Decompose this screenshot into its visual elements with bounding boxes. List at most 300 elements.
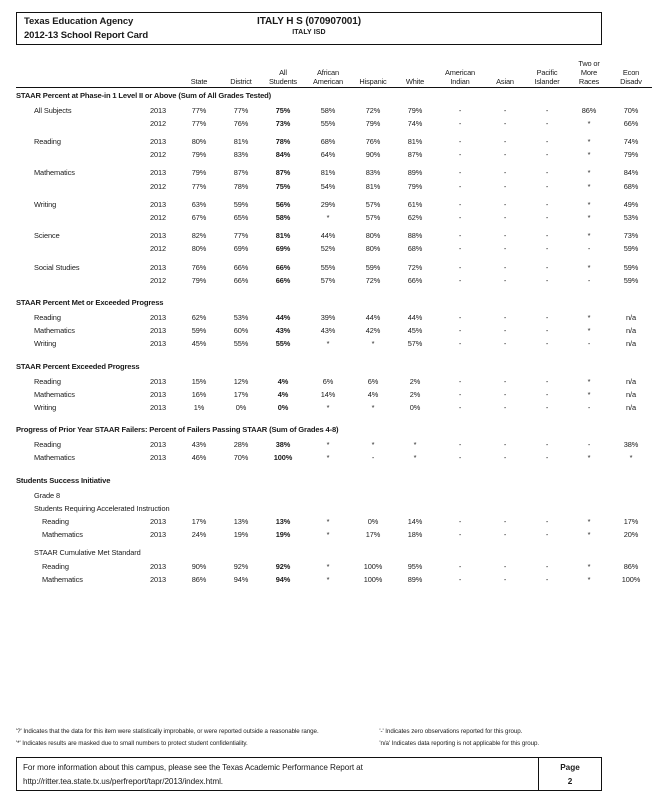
section-header-row xyxy=(16,422,652,438)
campus-title xyxy=(17,15,601,38)
row-cell: 62% xyxy=(407,213,423,223)
row-cell: 62% xyxy=(191,313,207,323)
row-cell: 16% xyxy=(191,389,207,399)
row-cell: * xyxy=(326,517,330,527)
row-cell: 24% xyxy=(191,530,207,540)
row-cell: 55% xyxy=(233,339,249,349)
row-cell: 79% xyxy=(191,275,207,285)
row-cell: * xyxy=(371,403,375,413)
row-cell: 87% xyxy=(275,168,291,178)
row-cell: 45% xyxy=(191,339,207,349)
row-cell: - xyxy=(503,275,507,285)
row-cell: - xyxy=(458,244,462,254)
row-cell: 17% xyxy=(623,517,639,527)
spacer-cell xyxy=(16,414,652,422)
col-header-two-or-more-races: Two or More Races xyxy=(568,59,610,87)
row-cell: * xyxy=(326,403,330,413)
row-year: 2013 xyxy=(149,574,167,584)
row-year: 2013 xyxy=(149,231,167,241)
sub-header-label: STAAR Cumulative Met Standard xyxy=(34,548,141,558)
row-cell: - xyxy=(458,262,462,272)
row-cell: * xyxy=(587,137,591,147)
table-spacer-row xyxy=(16,414,652,422)
row-label xyxy=(16,242,138,255)
row-year: 2012 xyxy=(149,118,167,128)
row-cell: 82% xyxy=(191,231,207,241)
row-cell: 59% xyxy=(365,262,381,272)
row-cell: - xyxy=(503,231,507,241)
row-cell: 66% xyxy=(275,262,291,272)
row-label: Writing xyxy=(34,403,57,413)
row-cell: - xyxy=(458,231,462,241)
row-cell: 84% xyxy=(623,168,639,178)
section-header-row xyxy=(16,87,652,104)
row-label xyxy=(16,274,138,287)
row-cell: - xyxy=(545,168,549,178)
col-header-state: State xyxy=(178,59,220,87)
table-spacer-row xyxy=(16,465,652,473)
row-cell: 19% xyxy=(233,530,249,540)
row-cell: - xyxy=(545,181,549,191)
row-cell: - xyxy=(503,199,507,209)
row-cell: 57% xyxy=(365,199,381,209)
table-row xyxy=(16,198,652,211)
row-cell: 43% xyxy=(191,440,207,450)
col-header-asian: Asian xyxy=(484,59,526,87)
row-cell: 74% xyxy=(623,137,639,147)
row-cell: 86% xyxy=(191,574,207,584)
table-row xyxy=(16,324,652,337)
row-cell: 39% xyxy=(320,313,336,323)
col-header-african-american: African American xyxy=(304,59,352,87)
row-label: Reading xyxy=(34,137,61,147)
row-cell: 60% xyxy=(233,326,249,336)
row-cell: 77% xyxy=(191,181,207,191)
table-row xyxy=(16,388,652,401)
col-header-hispanic: Hispanic xyxy=(352,59,394,87)
col-header-label xyxy=(16,59,138,87)
row-year: 2013 xyxy=(149,403,167,413)
row-year: 2013 xyxy=(149,389,167,399)
row-cell: 75% xyxy=(275,181,291,191)
row-cell: - xyxy=(458,339,462,349)
row-cell: - xyxy=(503,137,507,147)
row-cell: 65% xyxy=(233,213,249,223)
row-cell: * xyxy=(587,453,591,463)
table-row xyxy=(16,528,652,541)
row-cell: * xyxy=(326,574,330,584)
row-cell: 76% xyxy=(365,137,381,147)
row-cell: 66% xyxy=(233,262,249,272)
row-label: Science xyxy=(34,231,60,241)
row-cell: 70% xyxy=(623,105,639,115)
row-cell: 28% xyxy=(233,440,249,450)
row-cell: 79% xyxy=(191,150,207,160)
row-cell: 79% xyxy=(407,181,423,191)
row-cell: 59% xyxy=(623,262,639,272)
row-cell: - xyxy=(458,574,462,584)
row-cell: * xyxy=(587,262,591,272)
row-cell: 13% xyxy=(275,517,291,527)
row-cell: 80% xyxy=(365,244,381,254)
row-cell: 66% xyxy=(623,118,639,128)
row-cell: - xyxy=(503,313,507,323)
row-cell: 100% xyxy=(273,453,293,463)
row-cell: 17% xyxy=(233,389,249,399)
row-label: Reading xyxy=(34,376,61,386)
row-cell: 72% xyxy=(407,262,423,272)
row-cell: 2% xyxy=(409,376,421,386)
col-header-pacific-islander: Pacific Islander xyxy=(526,59,568,87)
row-cell: - xyxy=(587,339,591,349)
report-data-table xyxy=(16,59,652,586)
row-year: 2013 xyxy=(149,530,167,540)
row-cell: 68% xyxy=(320,137,336,147)
row-year: 2012 xyxy=(149,213,167,223)
row-cell: 89% xyxy=(407,168,423,178)
row-cell: - xyxy=(458,105,462,115)
row-cell: 53% xyxy=(623,213,639,223)
section-title: STAAR Percent at Phase-in 1 Level II or Above (Sum of All Grades Tested) xyxy=(16,90,272,100)
row-cell: 38% xyxy=(275,440,291,450)
footnote-zero-observations: '-' Indicates zero observations reported for this group. xyxy=(379,728,523,735)
row-cell: 69% xyxy=(233,244,249,254)
row-cell: 55% xyxy=(320,262,336,272)
row-cell: 86% xyxy=(581,105,597,115)
row-cell: 66% xyxy=(407,275,423,285)
row-cell: 68% xyxy=(407,244,423,254)
agency-name: Texas Education Agency xyxy=(24,16,134,27)
row-cell: - xyxy=(545,118,549,128)
row-cell: 2% xyxy=(409,389,421,399)
row-cell: - xyxy=(503,213,507,223)
row-cell: * xyxy=(371,440,375,450)
col-header-district: District xyxy=(220,59,262,87)
row-cell: * xyxy=(587,530,591,540)
row-cell: 72% xyxy=(365,275,381,285)
row-cell: - xyxy=(458,530,462,540)
row-cell: * xyxy=(326,339,330,349)
row-cell: n/a xyxy=(626,389,636,399)
row-cell: 88% xyxy=(407,231,423,241)
row-cell: 81% xyxy=(407,137,423,147)
row-cell: - xyxy=(458,326,462,336)
row-cell: * xyxy=(587,376,591,386)
row-cell: - xyxy=(503,105,507,115)
district-name: ITALY ISD xyxy=(292,29,326,36)
table-body xyxy=(16,87,652,586)
row-cell: 69% xyxy=(275,244,291,254)
row-cell: 44% xyxy=(365,313,381,323)
row-label: All Subjects xyxy=(34,105,72,115)
row-cell: - xyxy=(503,517,507,527)
row-cell: - xyxy=(503,150,507,160)
row-cell: 100% xyxy=(363,574,383,584)
row-cell: * xyxy=(587,326,591,336)
row-cell: 6% xyxy=(322,376,334,386)
row-cell: n/a xyxy=(626,339,636,349)
row-year: 2013 xyxy=(149,199,167,209)
row-cell: - xyxy=(587,275,591,285)
row-cell: 52% xyxy=(320,244,336,254)
row-cell: * xyxy=(587,168,591,178)
row-cell: 74% xyxy=(407,118,423,128)
row-cell: - xyxy=(503,574,507,584)
col-header-econ-disadv: Econ Disadv xyxy=(610,59,652,87)
row-cell: 89% xyxy=(407,574,423,584)
row-cell: - xyxy=(458,313,462,323)
table-row xyxy=(16,451,652,464)
row-cell: 94% xyxy=(275,574,291,584)
row-cell: 4% xyxy=(277,389,289,399)
footnote-masked: '*' Indicates results are masked due to small numbers to protect student confidentiality. xyxy=(16,739,248,747)
row-cell: 53% xyxy=(233,313,249,323)
row-cell: - xyxy=(503,453,507,463)
row-label: Mathematics xyxy=(34,326,75,336)
col-header-american-indian: American Indian xyxy=(436,59,484,87)
row-cell: 100% xyxy=(621,574,641,584)
row-cell: 81% xyxy=(320,168,336,178)
row-cell: - xyxy=(458,440,462,450)
row-year: 2013 xyxy=(149,137,167,147)
row-cell: 76% xyxy=(191,262,207,272)
page-number: 2 xyxy=(567,776,573,786)
row-cell: 1% xyxy=(193,403,205,413)
row-cell: 6% xyxy=(367,376,379,386)
row-label xyxy=(16,117,138,130)
row-cell: - xyxy=(458,453,462,463)
table-row xyxy=(16,401,652,414)
table-row xyxy=(16,261,652,274)
row-cell: 43% xyxy=(275,326,291,336)
table-row xyxy=(16,117,652,130)
row-year: 2013 xyxy=(149,105,167,115)
row-cell: 66% xyxy=(275,275,291,285)
row-cell: - xyxy=(545,574,549,584)
section-header-row xyxy=(16,295,652,311)
row-label: Reading xyxy=(42,561,69,571)
section-header-row xyxy=(16,473,652,489)
row-cell: - xyxy=(545,326,549,336)
row-cell: * xyxy=(587,231,591,241)
row-cell: - xyxy=(545,313,549,323)
row-cell: 100% xyxy=(363,561,383,571)
row-cell: 20% xyxy=(623,530,639,540)
table-row xyxy=(16,515,652,528)
row-cell: * xyxy=(326,453,330,463)
row-cell: 61% xyxy=(407,199,423,209)
row-cell: 13% xyxy=(233,517,249,527)
row-cell: 87% xyxy=(233,168,249,178)
row-cell: - xyxy=(503,181,507,191)
row-cell: - xyxy=(545,244,549,254)
row-cell: 44% xyxy=(320,231,336,241)
row-cell: 59% xyxy=(191,326,207,336)
row-cell: 4% xyxy=(367,389,379,399)
footnote-row-2 xyxy=(16,738,602,750)
row-cell: * xyxy=(587,199,591,209)
row-cell: 45% xyxy=(407,326,423,336)
table-row xyxy=(16,180,652,193)
row-cell: 55% xyxy=(320,118,336,128)
row-cell: - xyxy=(503,262,507,272)
row-cell: - xyxy=(545,517,549,527)
row-cell: 4% xyxy=(277,376,289,386)
row-cell: - xyxy=(458,181,462,191)
row-label: Mathematics xyxy=(34,453,75,463)
row-cell: - xyxy=(545,105,549,115)
row-year: 2013 xyxy=(149,453,167,463)
row-cell: - xyxy=(503,339,507,349)
row-label xyxy=(16,211,138,224)
row-cell: 75% xyxy=(275,105,291,115)
row-cell: * xyxy=(587,313,591,323)
row-cell: 81% xyxy=(233,137,249,147)
row-cell: 66% xyxy=(233,275,249,285)
report-title-box xyxy=(16,12,602,45)
row-cell: 0% xyxy=(409,403,421,413)
row-label: Mathematics xyxy=(34,168,75,178)
row-cell: - xyxy=(545,199,549,209)
page-number-box xyxy=(538,758,601,790)
row-cell: - xyxy=(503,403,507,413)
row-cell: - xyxy=(587,440,591,450)
row-cell: * xyxy=(587,517,591,527)
row-cell: * xyxy=(587,118,591,128)
row-cell: 63% xyxy=(191,199,207,209)
row-cell: 49% xyxy=(623,199,639,209)
row-cell: * xyxy=(413,453,417,463)
row-label xyxy=(16,148,138,161)
row-cell: - xyxy=(503,376,507,386)
table-row xyxy=(16,375,652,388)
row-cell: - xyxy=(503,389,507,399)
row-cell: 0% xyxy=(367,517,379,527)
more-information-text xyxy=(17,758,538,790)
row-cell: 79% xyxy=(365,118,381,128)
row-cell: 79% xyxy=(623,150,639,160)
row-cell: 81% xyxy=(365,181,381,191)
row-label: Mathematics xyxy=(42,530,83,540)
row-cell: 90% xyxy=(191,561,207,571)
row-cell: 86% xyxy=(623,561,639,571)
sub-header-row xyxy=(16,502,652,515)
row-cell: 17% xyxy=(365,530,381,540)
row-cell: - xyxy=(545,403,549,413)
more-information-line1: For more information about this campus, please see the Texas Academic Performance Report at xyxy=(23,763,363,772)
table-row xyxy=(16,166,652,179)
row-year: 2013 xyxy=(149,168,167,178)
row-cell: - xyxy=(458,517,462,527)
row-cell: - xyxy=(545,150,549,160)
row-cell: - xyxy=(587,244,591,254)
section-title: STAAR Percent Exceeded Progress xyxy=(16,361,140,371)
row-cell: 44% xyxy=(275,313,291,323)
row-cell: 79% xyxy=(407,105,423,115)
row-cell: - xyxy=(545,275,549,285)
sub-header-row xyxy=(16,546,652,559)
footnote-row-1 xyxy=(16,726,602,738)
table-row xyxy=(16,148,652,161)
row-cell: - xyxy=(458,150,462,160)
row-label: Reading xyxy=(34,440,61,450)
row-cell: 95% xyxy=(407,561,423,571)
row-cell: 43% xyxy=(320,326,336,336)
row-cell: 55% xyxy=(275,339,291,349)
row-cell: n/a xyxy=(626,403,636,413)
table-spacer-row xyxy=(16,287,652,295)
row-cell: - xyxy=(587,403,591,413)
tapr-report-link[interactable]: http://ritter.tea.state.tx.us/perfreport/tapr/2013/index.html. xyxy=(23,776,223,786)
campus-name: ITALY H S (070907001) xyxy=(257,16,361,27)
col-header-all-students: All Students xyxy=(262,59,304,87)
row-cell: - xyxy=(545,213,549,223)
row-cell: 42% xyxy=(365,326,381,336)
table-row xyxy=(16,242,652,255)
row-cell: - xyxy=(458,168,462,178)
row-label: Writing xyxy=(34,199,57,209)
row-cell: * xyxy=(587,561,591,571)
row-cell: * xyxy=(371,339,375,349)
row-cell: 92% xyxy=(275,561,291,571)
row-cell: - xyxy=(545,262,549,272)
row-cell: 44% xyxy=(407,313,423,323)
row-year: 2013 xyxy=(149,313,167,323)
row-cell: 59% xyxy=(623,275,639,285)
row-cell: - xyxy=(503,118,507,128)
row-cell: * xyxy=(587,389,591,399)
row-cell: 77% xyxy=(191,105,207,115)
row-year: 2012 xyxy=(149,150,167,160)
col-header-year xyxy=(138,59,178,87)
row-cell: 54% xyxy=(320,181,336,191)
row-cell: 57% xyxy=(320,275,336,285)
row-cell: 73% xyxy=(623,231,639,241)
row-cell: 19% xyxy=(275,530,291,540)
table-row xyxy=(16,560,652,573)
row-cell: - xyxy=(503,440,507,450)
row-cell: - xyxy=(545,137,549,147)
row-year: 2013 xyxy=(149,517,167,527)
row-cell: * xyxy=(326,561,330,571)
row-cell: 80% xyxy=(191,244,207,254)
page-label: Page xyxy=(560,763,580,772)
spacer-cell xyxy=(16,287,652,295)
row-cell: 0% xyxy=(235,403,247,413)
row-cell: 84% xyxy=(275,150,291,160)
row-cell: 70% xyxy=(233,453,249,463)
row-cell: 57% xyxy=(365,213,381,223)
row-cell: * xyxy=(326,530,330,540)
footnotes xyxy=(16,726,602,749)
row-cell: 81% xyxy=(275,231,291,241)
table-header xyxy=(16,59,652,87)
row-cell: - xyxy=(458,389,462,399)
row-cell: n/a xyxy=(626,326,636,336)
col-header-white: White xyxy=(394,59,436,87)
section-header-row xyxy=(16,359,652,375)
spacer-cell xyxy=(16,351,652,359)
row-year: 2013 xyxy=(149,262,167,272)
row-cell: - xyxy=(458,376,462,386)
row-cell: 83% xyxy=(233,150,249,160)
table-row xyxy=(16,311,652,324)
table-row xyxy=(16,135,652,148)
row-cell: - xyxy=(545,561,549,571)
table-spacer-row xyxy=(16,351,652,359)
row-label: Reading xyxy=(42,517,69,527)
row-cell: 78% xyxy=(233,181,249,191)
